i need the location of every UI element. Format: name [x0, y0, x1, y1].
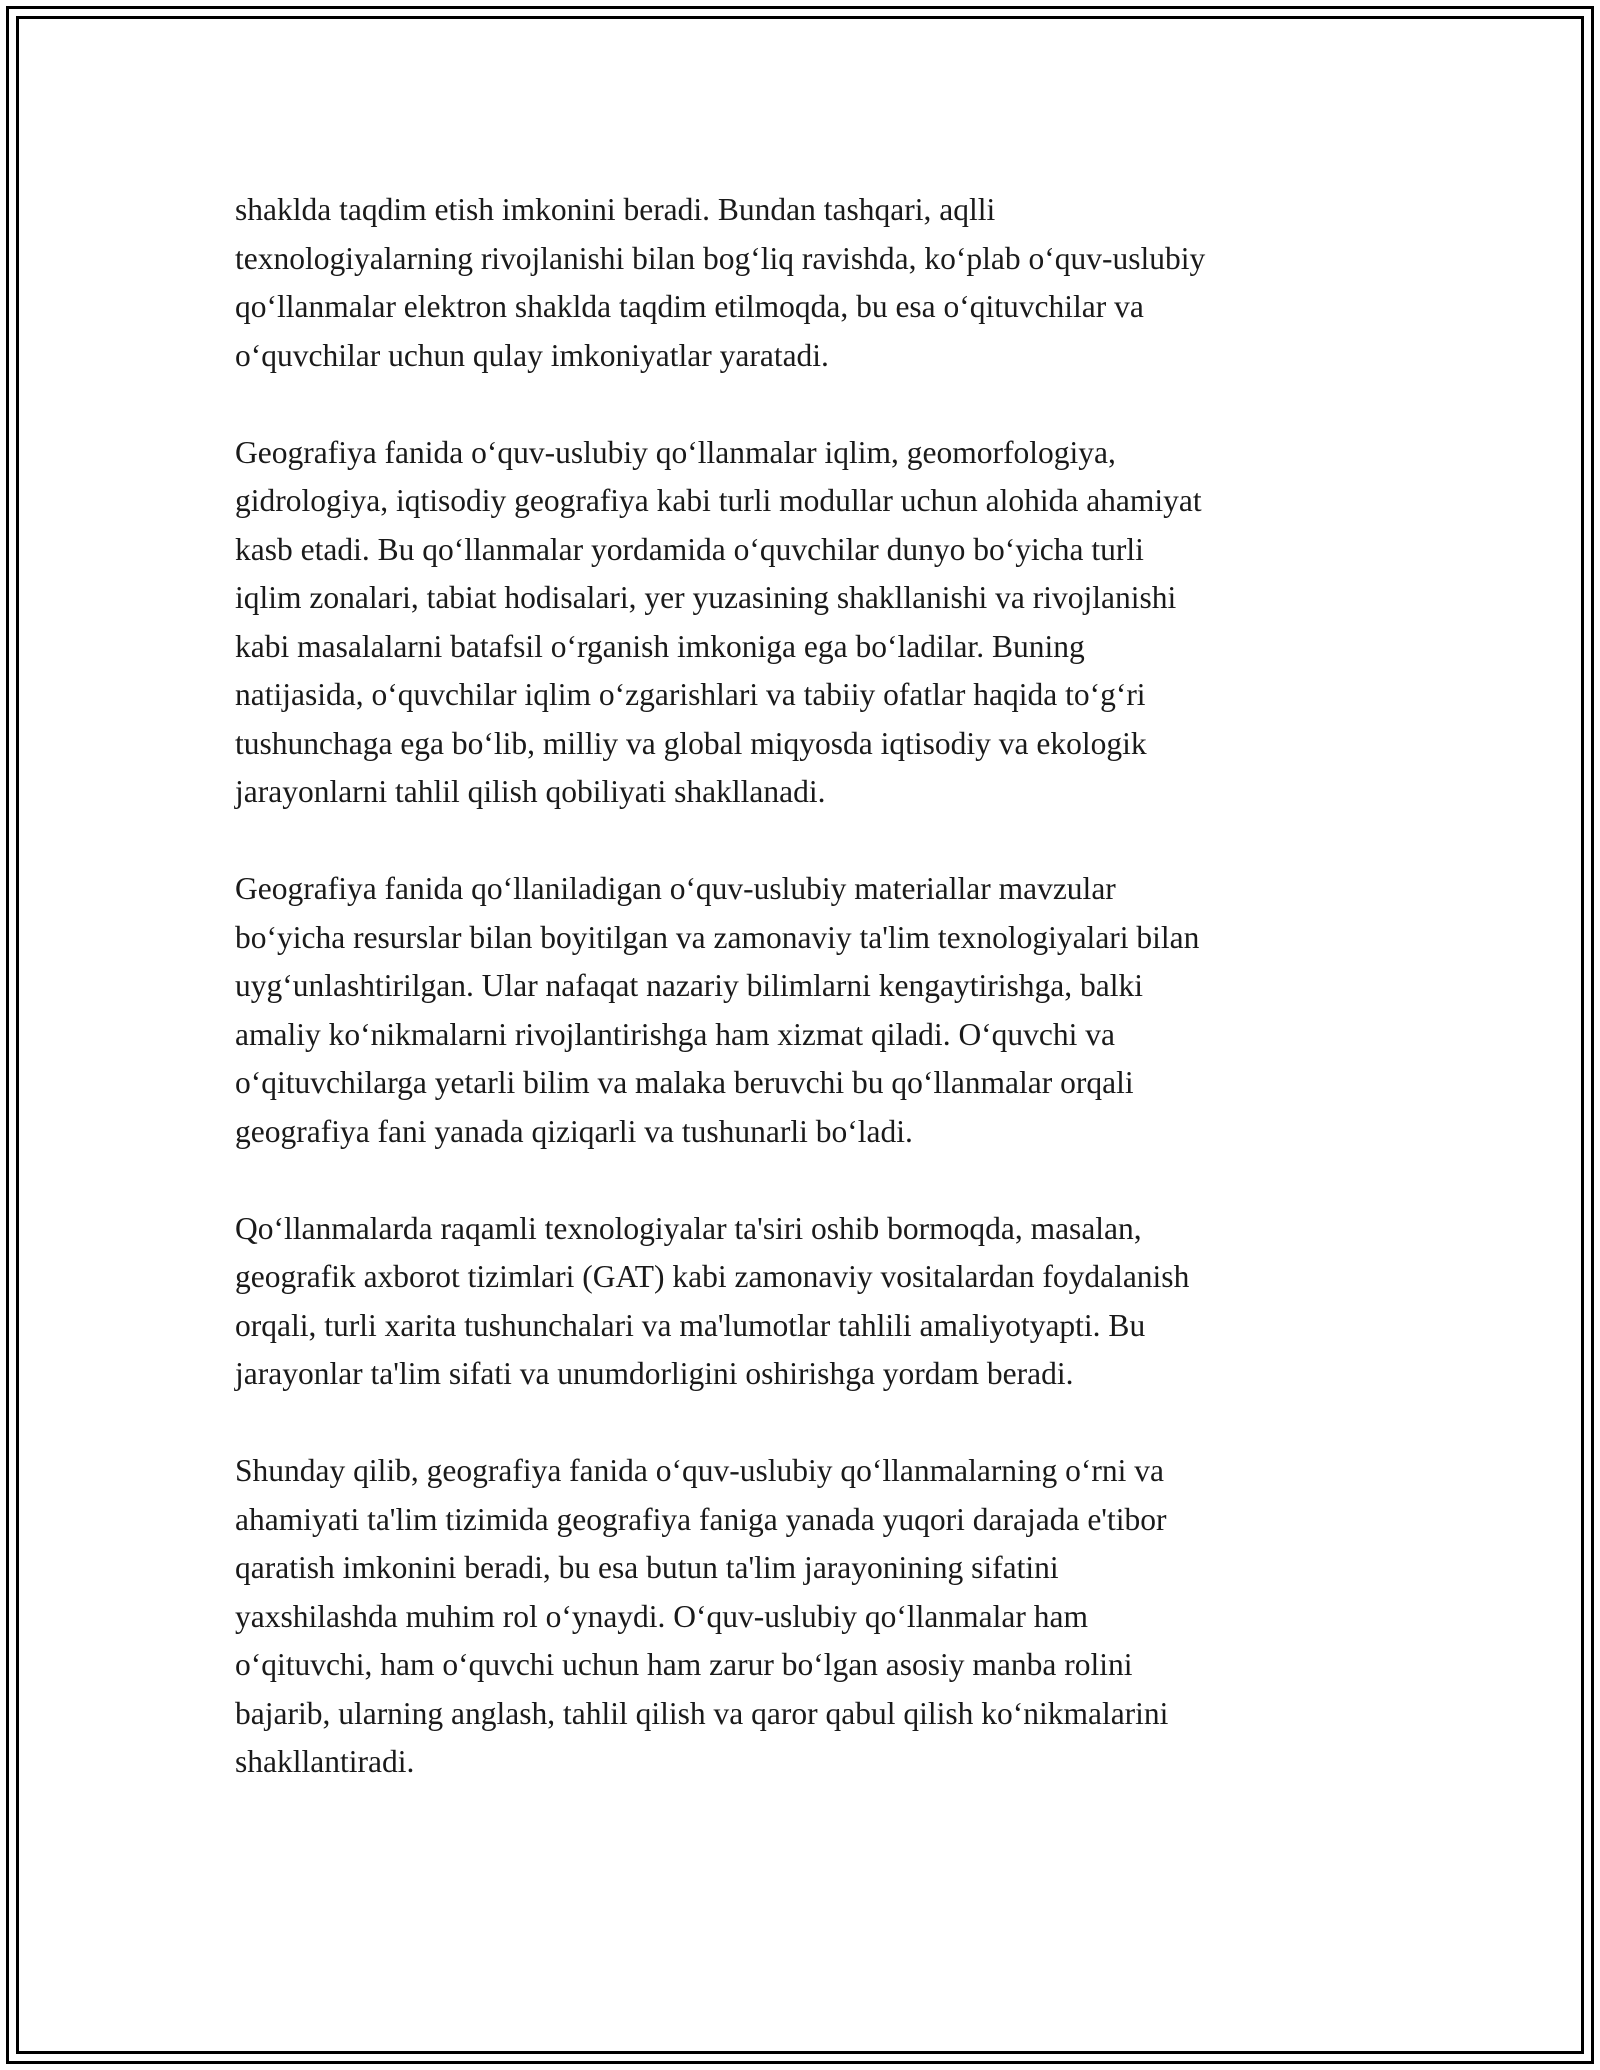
paragraph-2: Geografiya fanida o‘quv-uslubiy qo‘llanmalar iqlim, geomorfologiya, gidrologiya, iqtisodiy geografiya kabi turli modullar uchun alohida ahamiyat kasb etadi. Bu qo‘llanmalar yordamida o‘quvchilar dunyo bo‘yicha turli iqlim zonalari, tabiat hodisalari, yer yuzasining shakllanishi va rivojlanishi kabi masalalarni batafsil o‘rganish imkoniga ega bo‘ladilar. Buning natijasida, o‘quvchilar iqlim o‘zgarishlari va tabiiy ofatlar haqida to‘g‘ri tushunchaga ega bo‘lib, milliy va global miqyosda iqtisodiy va ekologik jarayonlarni tahlil qilish qobiliyati shakllanadi.: [235, 434, 1202, 809]
paragraph-4: Qo‘llanmalarda raqamli texnologiyalar ta'siri oshib bormoqda, masalan, geografik axborot tizimlari (GAT) kabi zamonaviy vositalardan foydalanish orqali, turli xarita tushunchalari va ma'lumotlar tahlili amaliyotyapti. Bu jarayonlar ta'lim sifati va unumdorligini oshirishga yordam beradi.: [235, 1210, 1190, 1391]
paragraph-1: shaklda taqdim etish imkonini beradi. Bundan tashqari, aqlli texnologiyalarning rivojlanishi bilan bog‘liq ravishda, ko‘plab o‘quv-uslubiy qo‘llanmalar elektron shaklda taqdim etilmoqda, bu esa o‘qituvchilar va o‘quvchilar uchun qulay imkoniyatlar yaratadi.: [235, 192, 1206, 373]
document-body: [235, 186, 1375, 1835]
paragraph-5: Shunday qilib, geografiya fanida o‘quv-uslubiy qo‘llanmalarning o‘rni va ahamiyati ta'lim tizimida geografiya faniga yanada yuqori darajada e'tibor qaratish imkonini beradi, bu esa butun ta'lim jarayonining sifatini yaxshilashda muhim rol o‘ynaydi. O‘quv-uslubiy qo‘llanmalar ham o‘qituvchi, ham o‘quvchi uchun ham zarur bo‘lgan asosiy manba rolini bajarib, ularning anglash, tahlil qilish va qaror qabul qilish ko‘nikmalarini shakllantiradi.: [235, 1453, 1169, 1779]
paragraph-3: Geografiya fanida qo‘llaniladigan o‘quv-uslubiy materiallar mavzular bo‘yicha resurslar bilan boyitilgan va zamonaviy ta'lim texnologiyalari bilan uyg‘unlashtirilgan. Ular nafaqat nazariy bilimlarni kengaytirishga, balki amaliy ko‘nikmalarni rivojlantirishga ham xizmat qiladi. O‘quvchi va o‘qituvchilarga yetarli bilim va malaka beruvchi bu qo‘llanmalar orqali geografiya fani yanada qiziqarli va tushunarli bo‘ladi.: [235, 871, 1200, 1149]
